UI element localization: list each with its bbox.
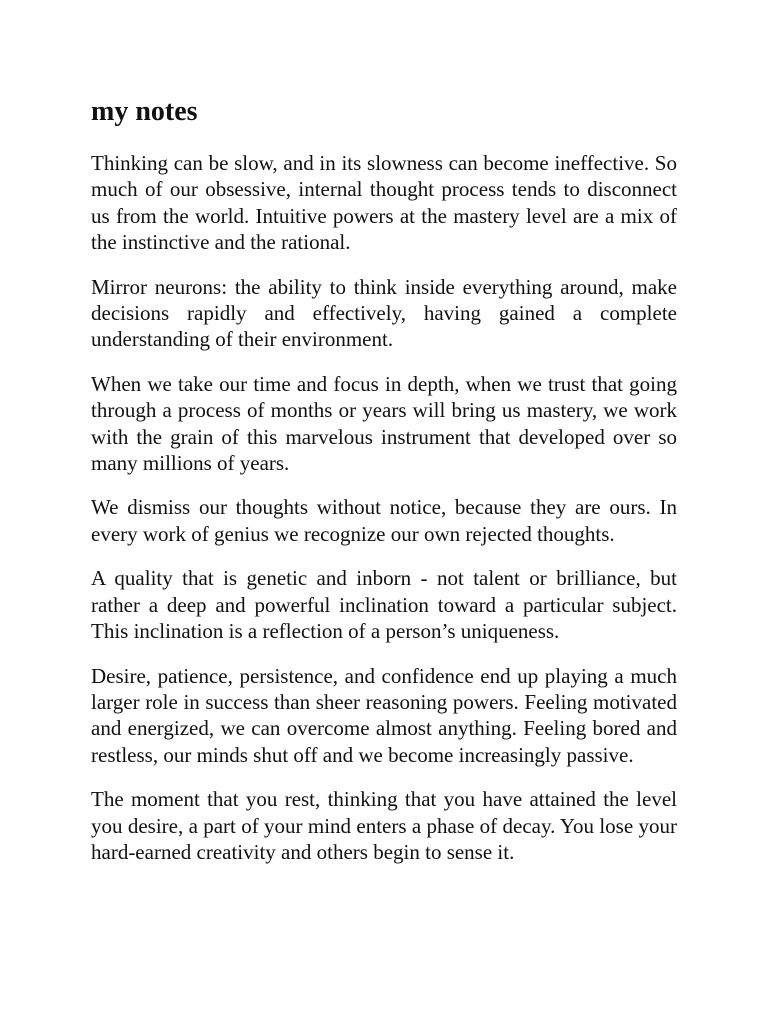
document-page: [91, 94, 677, 883]
note-paragraph-time-and-focus: When we take our time and focus in depth, when we trust that going through a process of months or years will bring us mastery, we work with the grain of this marvelous instrument that developed over so many millions of years.: [91, 371, 677, 476]
note-paragraph-thinking: Thinking can be slow, and in its slowness can become ineffective. So much of our obsessive, internal thought process tends to disconnect us from the world. Intuitive powers at the mastery level are a mix of the instinctive and the rational.: [91, 151, 677, 255]
note-paragraph-mirror-neurons: Mirror neurons: the ability to think inside everything around, make decisions rapidly and effectively, having gained a complete understanding of their environment.: [91, 274, 677, 352]
note-paragraph-dismiss-thoughts: We dismiss our thoughts without notice, because they are ours. In every work of genius we recognize our own rejected thoughts.: [91, 495, 677, 546]
note-paragraph-inclination: A quality that is genetic and inborn - not talent or brilliance, but rather a deep and powerful inclination toward a particular subject. This inclination is a reflection of a person’s uniqueness.: [91, 566, 677, 644]
note-paragraph-desire: Desire, patience, persistence, and confidence end up playing a much larger role in success than sheer reasoning powers. Feeling motivated and energized, we can overcome almost anything. Feeling bored and restless, our minds shut off and we become increasingly passive.: [91, 663, 677, 767]
page-title: my notes: [91, 96, 198, 127]
note-paragraph-rest: The moment that you rest, thinking that you have attained the level you desire, a part of your mind enters a phase of decay. You lose your hard-earned creativity and others begin to sense it.: [91, 787, 677, 864]
